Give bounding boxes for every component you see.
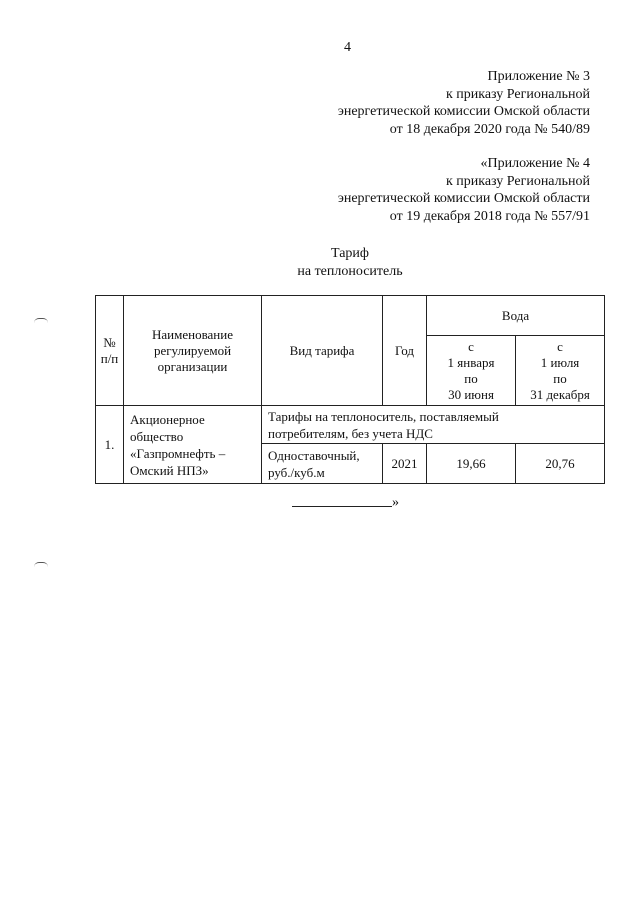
row-section-line2: потребителям, без учета НДС	[268, 425, 433, 441]
row-organization-line3: «Газпромнефть –	[130, 445, 226, 461]
header-period-2	[516, 336, 605, 406]
header-number-line2: п/п	[100, 350, 119, 366]
row-value-period-2: 20,76	[516, 444, 605, 484]
header-period-1-line4: 30 июня	[448, 386, 494, 402]
appendix-original-line2: к приказу Региональной	[445, 173, 590, 189]
header-period-1-line1: с	[468, 338, 474, 354]
row-number: 1.	[96, 406, 124, 484]
appendix-current-line1: Приложение № 3	[487, 69, 590, 84]
tariff-table	[95, 295, 605, 484]
row-organization-line2: общество	[130, 428, 184, 444]
document-title: Тариф	[331, 246, 369, 261]
row-year: 2021	[383, 444, 427, 484]
header-number-line1: №	[103, 334, 116, 350]
header-number	[96, 296, 124, 406]
appendix-original-line1: «Приложение № 4	[480, 156, 590, 171]
margin-mark	[34, 318, 48, 323]
closing-line	[292, 490, 392, 507]
appendix-current-header	[338, 68, 590, 138]
appendix-original-header	[338, 155, 590, 225]
appendix-original-line4: от 19 декабря 2018 года № 557/91	[389, 208, 590, 224]
header-organization-line3: организации	[157, 358, 228, 374]
header-period-1-line2: 1 января	[447, 354, 495, 370]
appendix-current-line4: от 18 декабря 2020 года № 540/89	[389, 121, 590, 137]
row-organization-line4: Омский НПЗ»	[130, 462, 209, 478]
row-tariff-type-line2: руб./куб.м	[268, 464, 325, 480]
row-section-label	[262, 406, 605, 444]
header-organization	[124, 296, 262, 406]
row-section-line1: Тарифы на теплоноситель, поставляемый	[268, 408, 499, 424]
row-organization-line1: Акционерное	[130, 411, 205, 427]
header-organization-line2: регулируемой	[153, 342, 232, 358]
header-tariff-type: Вид тарифа	[262, 296, 383, 406]
header-period-2-line4: 31 декабря	[530, 386, 590, 402]
row-organization	[124, 406, 262, 484]
header-period-2-line3: по	[553, 370, 567, 386]
appendix-current-line3: энергетической комиссии Омской области	[337, 104, 590, 119]
header-organization-line1: Наименование	[152, 326, 233, 342]
header-water-group: Вода	[427, 296, 605, 336]
header-period-1-line3: по	[464, 370, 478, 386]
header-period-1	[427, 336, 516, 406]
row-value-period-1: 19,66	[427, 444, 516, 484]
document-subtitle: на теплоноситель	[297, 264, 403, 279]
page-number: 4	[344, 40, 351, 55]
margin-mark	[34, 562, 48, 567]
appendix-original-line3: энергетической комиссии Омской области	[337, 191, 590, 206]
row-tariff-type	[262, 444, 383, 484]
closing-quote: »	[392, 495, 399, 510]
header-period-2-line1: с	[557, 338, 563, 354]
appendix-current-line2: к приказу Региональной	[445, 86, 590, 102]
header-year: Год	[383, 296, 427, 406]
header-period-2-line2: 1 июля	[540, 354, 580, 370]
row-tariff-type-line1: Одноставочный,	[268, 447, 360, 463]
